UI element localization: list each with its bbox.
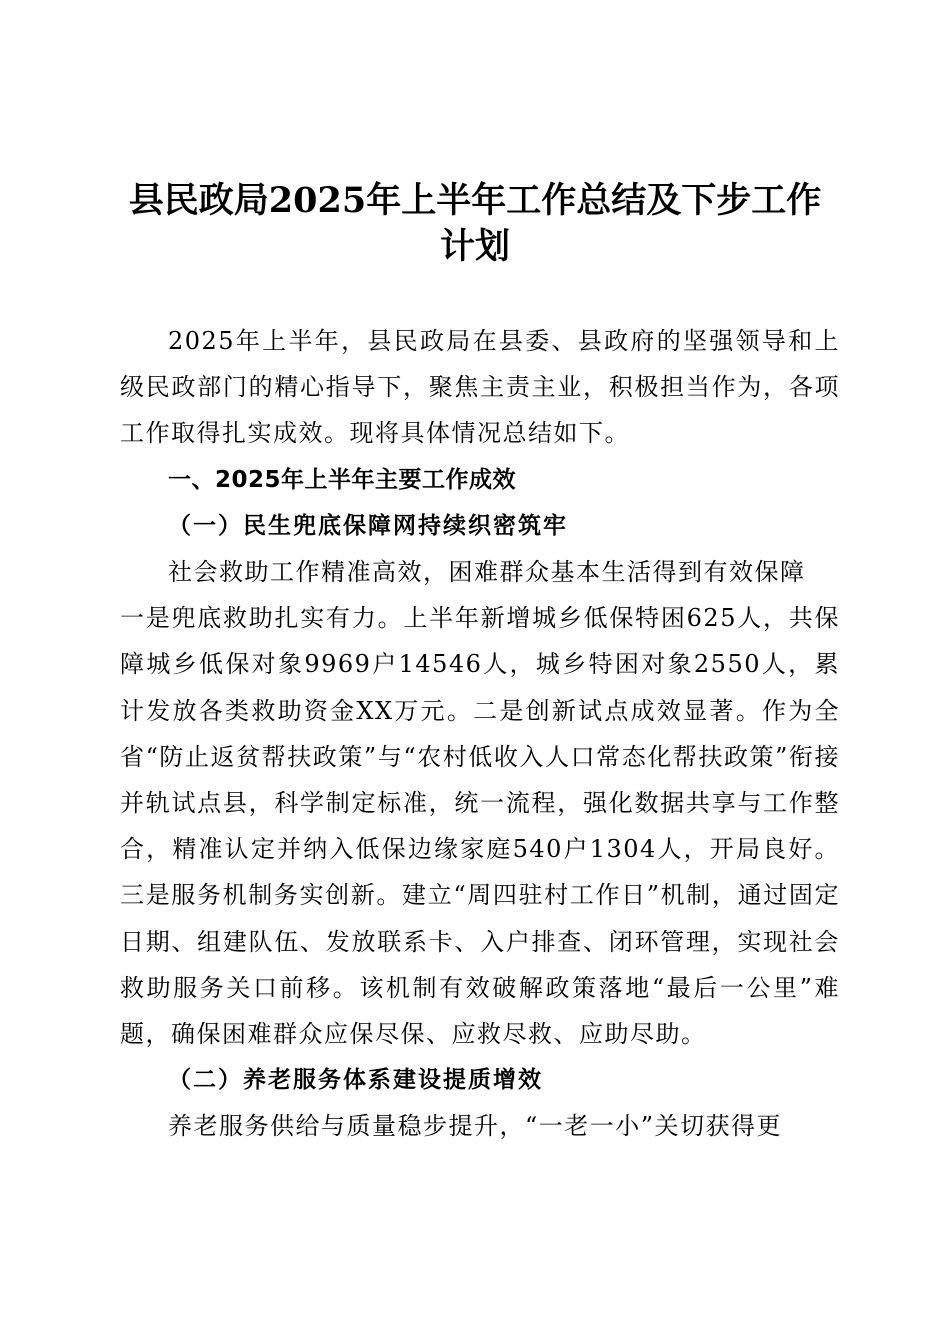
section-heading-1: 一、2025年上半年主要工作成效 — [168, 466, 517, 493]
document-body — [120, 318, 840, 1150]
title-line-2: 计划 — [439, 226, 510, 267]
subsection-1-lead: 社会救助工作精准高效，困难群众基本生活得到有效保障 — [168, 558, 806, 587]
subsection-1-paragraph: 一是兜底救助扎实有力。上半年新增城乡低保特困625人，共保障城乡低保对象9969户14546人，城乡特困对象2550人，累计发放各类救助资金XX万元。二是创新试点成效显著。作为全省“防止返贫帮扶政策”与“农村低收入人口常态化帮扶政策”衔接并轨试点县，科学制定标准，统一流程，强化数据共享与工作整合，精准认定并纳入低保边缘家庭540户1304人，开局良好。三是服务机制务实创新。建立“周四驻村工作日”机制，通过固定日期、组建队伍、发放联系卡、入户排查、闭环管理，实现社会救助服务关口前移。该机制有效破解政策落地“最后一公里”难题，确保困难群众应保尽保、应救尽救、应助尽助。 — [120, 604, 840, 1049]
title-line-1: 县民政局2025年上半年工作总结及下步工作 — [128, 180, 822, 221]
document-title — [100, 178, 850, 270]
subsection-2-paragraph: 养老服务供给与质量稳步提升，“一老一小”关切获得更 — [168, 1112, 783, 1141]
subsection-heading-1: （一）民生兜底保障网持续织密筑牢 — [168, 511, 568, 539]
intro-paragraph: 2025年上半年，县民政局在县委、县政府的坚强领导和上级民政部门的精心指导下，聚焦主责主业，积极担当作为，各项工作取得扎实成效。现将具体情况总结如下。 — [120, 327, 840, 448]
subsection-heading-2: （二）养老服务体系建设提质增效 — [168, 1066, 543, 1094]
